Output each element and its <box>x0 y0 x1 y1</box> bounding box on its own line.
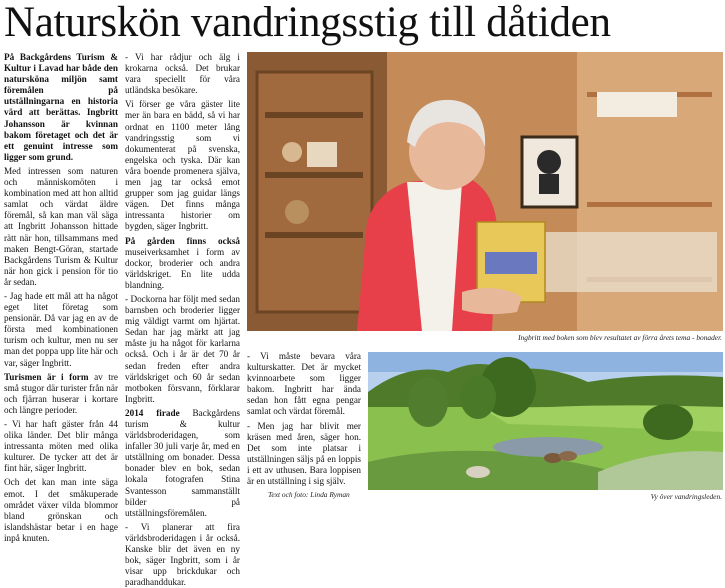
article-column-1 <box>4 52 118 543</box>
body-text: Backgårdens turism & kultur världsbroderidagen, som infaller 30 juli varje år, med en utställning om bonader. Dessa bonader blev en bok, sedan lokala fotografen Stina Svantesson sammanställt bilder på utställningsföremålen. <box>125 407 240 518</box>
body-paragraph: - Vi planerar att fira världsbroderidagen i år också. Kanske blir det även en ny bok, säger Ingbritt, som i år visar upp brickdukar och paradhanddukar. <box>125 521 240 588</box>
byline: Text och foto: Linda Ryman <box>268 490 350 499</box>
body-paragraph: - Vi har haft gäster från 44 olika länder. Det blir många intressanta möten med olika kulturer. De tycker att det är fint här, säger Ingbritt. <box>4 419 118 474</box>
body-paragraph: - Jag hade ett mål att ha något eget litet företag som pensionär. Då var jag en av de första med kombinationen turism och kultur, men nu ser man det poppa upp lite här och var, säger Ingbritt. <box>4 290 118 368</box>
body-paragraph <box>4 372 118 416</box>
body-text: av tre små stugor där turister från när och fjärran huserar i kortare och längre perioder. <box>4 371 118 415</box>
article-column-3 <box>247 351 361 487</box>
portrait-photo <box>247 52 723 331</box>
article-column-2 <box>125 52 240 588</box>
lead-paragraph: På Backgårdens Turism & Kultur i Lavad har både den natursköna miljön samt föremålen på utställningarna en historia värd att berättas. Ingbritt Johansson är kvinnan bakom företaget och det är ett genuint intresse som ligger som grund. <box>4 52 118 162</box>
photo-caption: Ingbritt med boken som blev resultatet av förra årets tema - bonader. <box>518 333 722 342</box>
landscape-photo <box>368 352 723 490</box>
body-text: museiverksamhet i form av dockor, broderier och andra världskriget. En lite udda blandning. <box>125 246 240 290</box>
photo-caption: Vy över vandringsleden. <box>650 492 722 501</box>
kicker-text: Turismen är i form <box>4 371 89 382</box>
body-paragraph: - Dockorna har följt med sedan barnsben och broderier ligger mig väldigt varmt om hjärtat. Sedan har jag märkt att jag måste ju ha något för karlarna också. Och i år är det 70 år sedan freden efter andra världskriget och 60 år sedan motboken försvann, förklarar Ingbritt. <box>125 293 240 404</box>
body-paragraph <box>125 236 240 291</box>
kicker-text: På gården finns också <box>125 235 240 246</box>
portrait-illustration <box>247 52 723 331</box>
body-paragraph: - Vi har rådjur och älg i krokarna också. Det brukar vara speciellt för våra utländska besökare. <box>125 52 240 96</box>
body-paragraph <box>125 408 240 519</box>
headline: Naturskön vandringsstig till dåtiden <box>4 0 611 46</box>
body-paragraph: Vi förser ge våra gäster lite mer än bara en bädd, så vi har ordnat en 1100 meter lång vandringsstig som vi dokumenterat på svenska, engelska och tyska. Där kan våra boende promenera själva, men jag tar också emot grupper som jag guidar längs vägen. Det finns många intressanta historier om bygden, säger Ingbritt. <box>125 99 240 232</box>
body-paragraph: - Men jag har blivit mer kräsen med åren, säger hon. Det som inte platsar i utställningen säljs på en loppis i ett av uthusen. Bara loppisen är en utställning i sig själv. <box>247 420 361 487</box>
kicker-text: 2014 firade <box>125 407 180 418</box>
body-paragraph: - Vi måste bevara våra kulturskatter. Det är mycket kvinnoarbete som ligger bakom. Ingbritt har ända sedan hon fått egna pengar samlat och värdat föremål. <box>247 351 361 417</box>
body-paragraph: Och det kan man inte säga emot. I det småkuperade området växer vilda blommor bland grönskan och islandshästar betar i en hage inpå knuten. <box>4 477 118 543</box>
landscape-illustration <box>368 352 723 490</box>
body-paragraph: Med intressen som naturen och människomöten i kombination med att hon alltid samlat och värdat äldre föremål, så kan man väl säga att Ingbritt Johansson hittade rätt när hon, tillsammans med maken Bengt-Göran, startade Backgårdens Turism & Kultur när hon gick i pension för tio år sedan. <box>4 165 118 287</box>
